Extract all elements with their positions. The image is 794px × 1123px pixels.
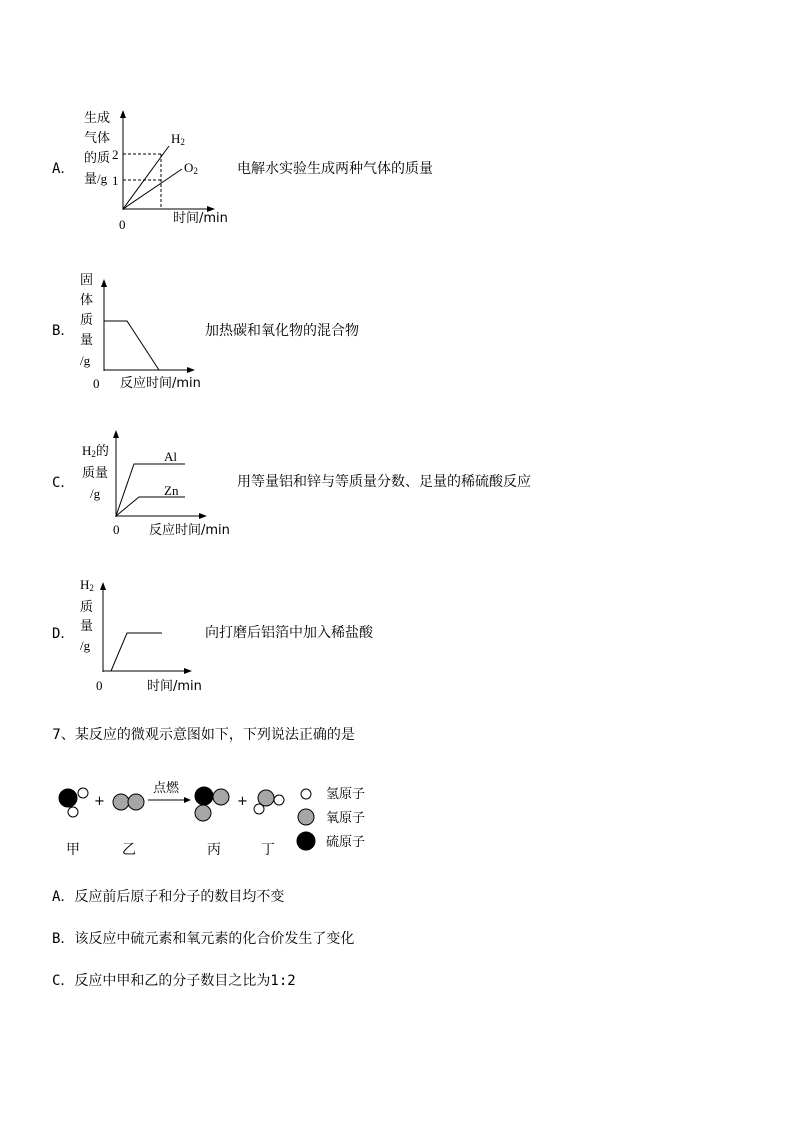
plus-sign: +	[237, 794, 248, 809]
tick-2: 2	[112, 147, 119, 162]
origin-label: 0	[119, 217, 126, 232]
plus-sign: +	[94, 794, 105, 809]
y-axis-label: 固 体 质 量 /g	[80, 273, 94, 368]
y-axis-label: $H_2$ 质 量 /g	[80, 577, 94, 653]
option-letter: B．	[52, 323, 75, 339]
hydrogen-atom	[68, 807, 78, 817]
hydrogen-atom	[78, 788, 88, 798]
molecule-ding	[254, 790, 284, 814]
zn-label: Zn	[164, 483, 179, 498]
legend-hydrogen-atom	[301, 789, 311, 799]
hydrogen-atom	[274, 795, 284, 805]
legend-sulfur-atom	[297, 832, 315, 850]
oxygen-atom	[195, 805, 211, 821]
option-description: 加热碳和氧化物的混合物	[205, 323, 359, 339]
y-axis-label: $H_2$的 质量 /g	[82, 443, 109, 501]
origin-label: 0	[113, 522, 120, 537]
question-stem: 7、某反应的微观示意图如下，下列说法正确的是	[52, 727, 355, 743]
reaction-condition: 点燃	[153, 781, 180, 796]
answer-option-a: A．反应前后原子和分子的数目均不变	[52, 889, 285, 905]
sulfur-atom	[59, 789, 77, 807]
molecule-yi	[113, 794, 144, 810]
tick-1: 1	[112, 173, 119, 188]
option-description: 向打磨后铝箔中加入稀盐酸	[205, 625, 373, 641]
o2-label: $O_2$	[184, 160, 198, 176]
molecule-name: 丙	[207, 842, 221, 858]
oxygen-atom	[128, 794, 144, 810]
legend-label-oxygen: 氧原子	[326, 811, 366, 826]
option-letter: D．	[52, 626, 75, 642]
option-letter: C．	[52, 475, 75, 491]
sulfur-atom	[195, 787, 213, 805]
y-axis-label: 生成 气体 的质 量/g	[84, 111, 111, 186]
legend-label-hydrogen: 氢原子	[326, 787, 366, 802]
molecule-name: 甲	[66, 842, 80, 858]
x-axis-label: 反应时间/min	[149, 523, 230, 538]
option-letter: A．	[52, 161, 75, 177]
answer-option-c: C．反应中甲和乙的分子数目之比为1:2	[52, 973, 296, 989]
molecule-name: 丁	[261, 842, 275, 858]
hydrogen-atom	[254, 804, 264, 814]
option-description: 用等量铝和锌与等质量分数、足量的稀硫酸反应	[237, 474, 531, 490]
legend-oxygen-atom	[298, 809, 314, 825]
oxygen-atom	[213, 789, 229, 805]
option-description: 电解水实验生成两种气体的质量	[237, 161, 433, 177]
al-label: Al	[164, 449, 177, 464]
h2-label: $H_2$	[171, 131, 185, 147]
answer-option-b: B．该反应中硫元素和氧元素的化合价发生了变化	[52, 931, 355, 947]
oxygen-atom	[258, 790, 274, 806]
molecule-name: 乙	[122, 842, 136, 858]
reaction-arrowhead	[184, 797, 191, 803]
x-axis-label: 反应时间/min	[120, 376, 201, 391]
origin-label: 0	[96, 678, 103, 693]
molecule-jia	[59, 788, 88, 817]
legend-label-sulfur: 硫原子	[326, 835, 366, 850]
x-axis-label: 时间/min	[147, 679, 202, 694]
molecule-bing	[195, 787, 229, 821]
x-axis-label: 时间/min	[173, 211, 228, 226]
origin-label: 0	[93, 376, 100, 391]
oxygen-atom	[113, 794, 129, 810]
